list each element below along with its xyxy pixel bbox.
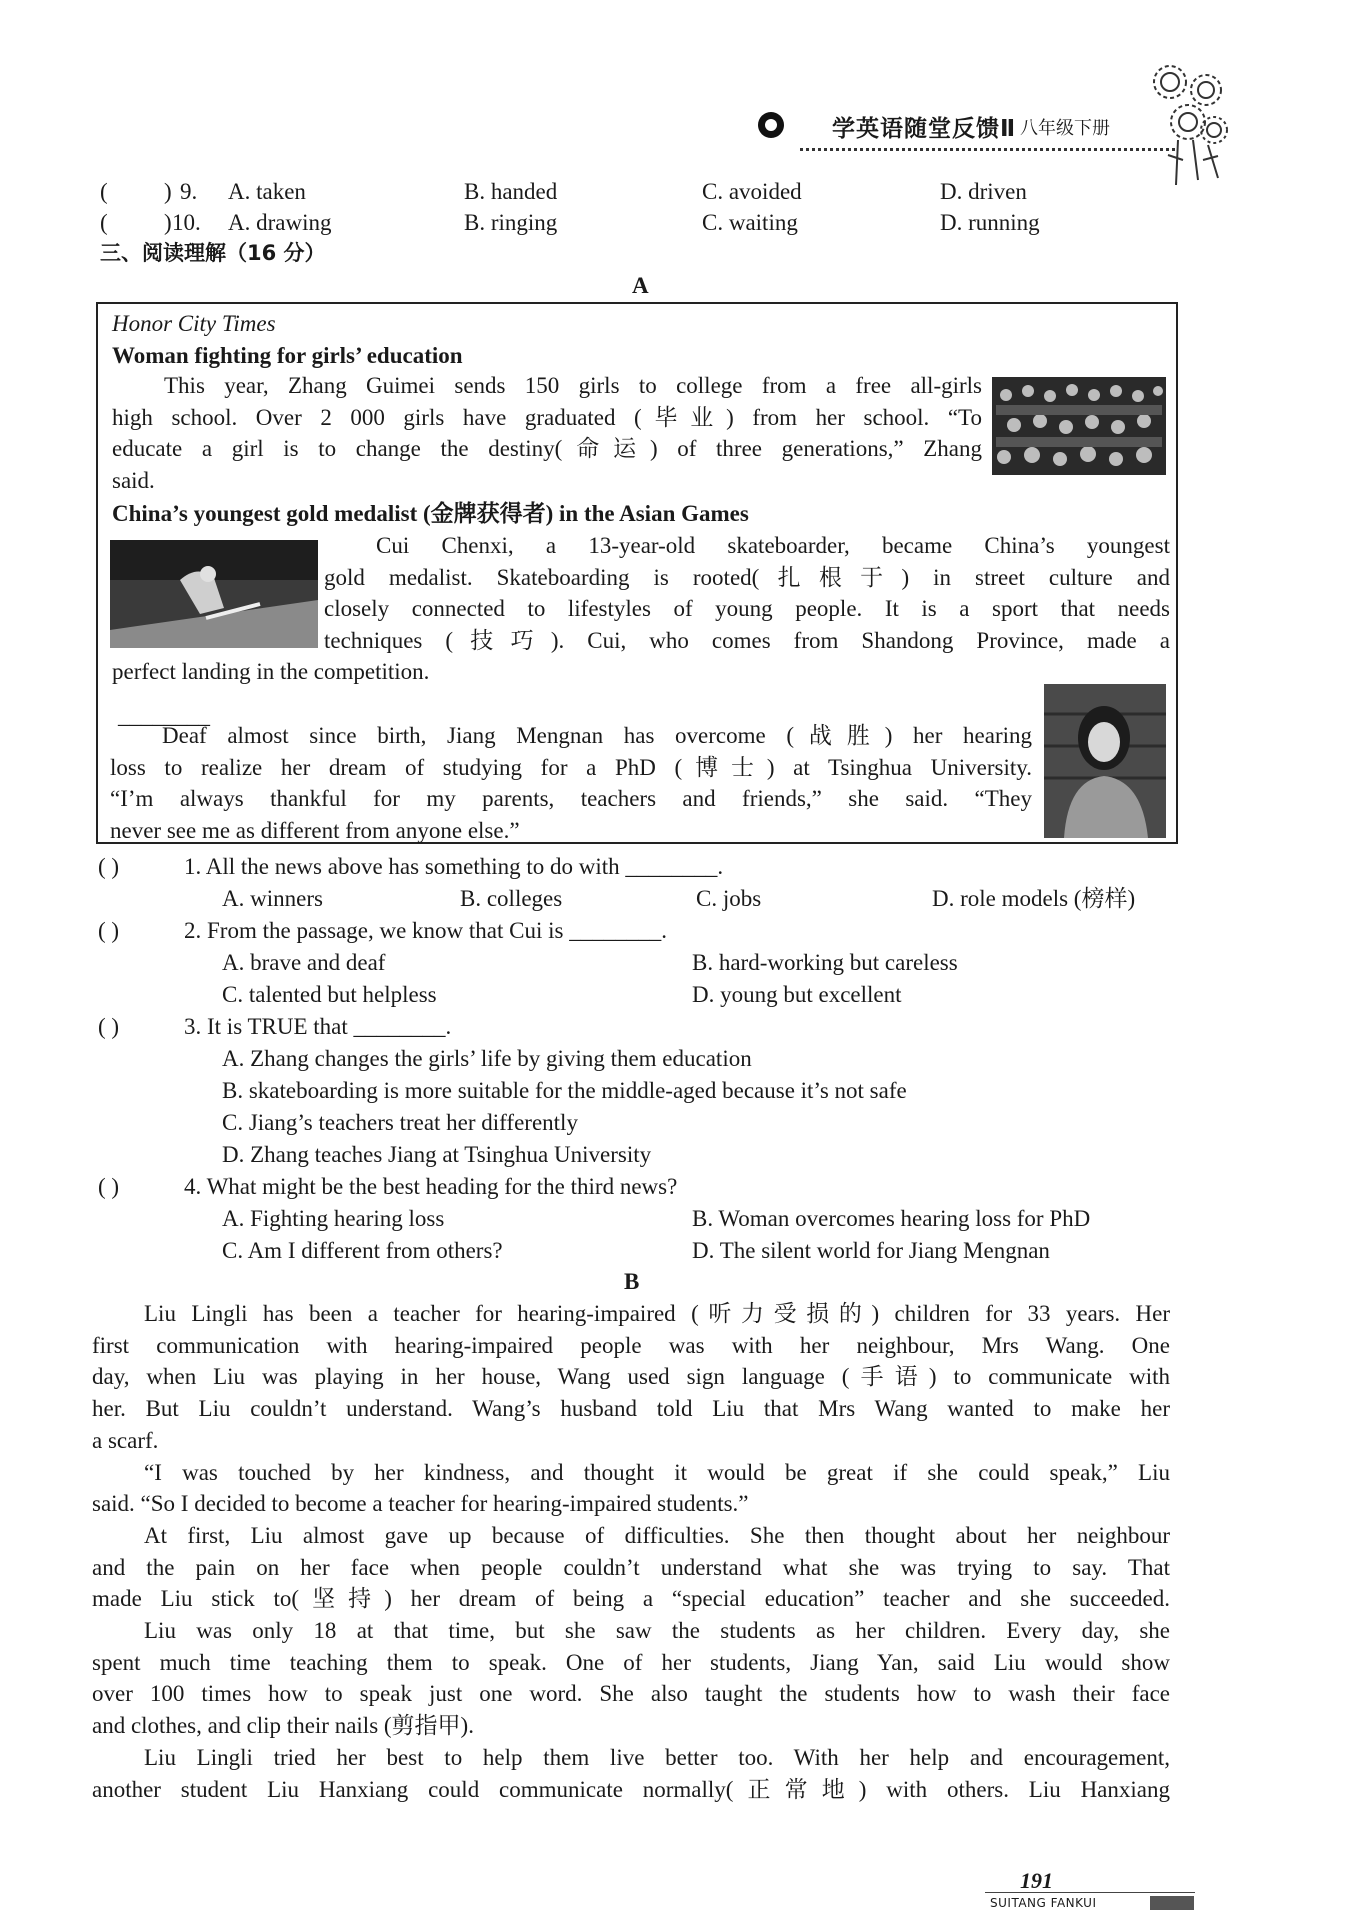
passage-line: said. “So I decided to become a teacher for hearing-impaired students.”	[92, 1491, 749, 1517]
option-c: C. Am I different from others?	[222, 1238, 503, 1263]
portrait-photo	[1044, 684, 1166, 838]
option-c: C. avoided	[702, 179, 802, 204]
news3-body	[110, 720, 1032, 846]
question-stem: 2. From the passage, we know that Cui is ________.	[184, 918, 667, 943]
passage-b	[92, 1298, 1170, 1805]
question-number: 9.	[180, 179, 198, 204]
passage-line: and the pain on her face when people couldn’t understand what she was trying to say. That	[92, 1554, 1170, 1580]
news2-body-wrapped	[324, 530, 1170, 656]
footer-brand-tag-icon	[1150, 1896, 1194, 1910]
news3-line: “I’m always thankful for my parents, teachers and friends,” she said. “They	[110, 786, 1032, 811]
option-a: A. brave and deaf	[222, 950, 386, 975]
option-a: A. taken	[228, 179, 306, 204]
page-number: 191	[1020, 1868, 1053, 1893]
passage-line: another student Liu Hanxiang could communicate normally(正常地) with others. Liu Hanxiang	[92, 1776, 1170, 1802]
graduates-group-photo	[992, 377, 1166, 475]
news2-line: perfect landing in the competition.	[112, 659, 430, 684]
header-dotted-rule	[800, 148, 1175, 151]
header-title: 学英语随堂反馈Ⅱ	[832, 116, 1017, 142]
passage-line: over 100 times how to speak just one word. She also taught the students how to wash their face	[92, 1681, 1170, 1707]
passage-line: first communication with hearing-impaired people was with her neighbour, Mrs Wang. One	[92, 1332, 1170, 1358]
passage-line: “I was touched by her kindness, and thought it would be great if she could speak,” Liu	[144, 1459, 1170, 1485]
header-grade: 八年级下册	[1020, 118, 1110, 139]
newspaper-name: Honor City Times	[112, 311, 276, 336]
option-b: B. ringing	[464, 210, 558, 235]
option-d: D. driven	[940, 179, 1027, 204]
option-c: C. waiting	[702, 210, 798, 235]
option-c: C. talented but helpless	[222, 982, 437, 1007]
option-d: D. Zhang teaches Jiang at Tsinghua University	[222, 1142, 652, 1167]
header-bullet-icon	[758, 112, 784, 138]
skateboarder-photo	[110, 540, 318, 648]
section-title: 三、阅读理解（16 分）	[100, 241, 326, 265]
news1-line: This year, Zhang Guimei sends 150 girls to college from a free all-girls	[164, 373, 982, 398]
option-d: D. running	[940, 210, 1040, 235]
news1-line: high school. Over 2 000 girls have graduated (毕业) from her school. “To	[112, 404, 982, 430]
passage-line: spent much time teaching them to speak. One of her students, Jiang Yan, said Liu would show	[92, 1649, 1170, 1675]
passage-line: Liu Lingli has been a teacher for hearing-impaired (听力受损的) children for 33 years. Her	[144, 1301, 1170, 1326]
answer-paren-open: (	[100, 179, 108, 204]
news3-line: Deaf almost since birth, Jiang Mengnan has overcome (战胜) her hearing	[162, 723, 1032, 748]
answer-paren[interactable]: ( )	[98, 1014, 120, 1039]
option-a: A. Fighting hearing loss	[222, 1206, 445, 1231]
news2-line: techniques (技巧). Cui, who comes from Shandong Province, made a	[324, 627, 1170, 653]
passage-line: At first, Liu almost gave up because of difficulties. She then thought about her neighbour	[144, 1522, 1170, 1548]
news2-line: Cui Chenxi, a 13-year-old skateboarder, became China’s youngest	[376, 533, 1170, 558]
news3-line: never see me as different from anyone else.”	[110, 817, 520, 843]
passage-line: day, when Liu was playing in her house, Wang used sign language (手语) to communicate with	[92, 1364, 1170, 1390]
passage-line: a scarf.	[92, 1427, 159, 1453]
answer-paren[interactable]: ( )	[98, 1174, 120, 1199]
news3-line: loss to realize her dream of studying for a PhD (博士) at Tsinghua University.	[110, 754, 1032, 780]
answer-paren-close: )	[164, 179, 172, 204]
news1-line: said.	[112, 467, 155, 493]
question-stem: 1. All the news above has something to do with ________.	[184, 854, 724, 879]
news1-body	[112, 370, 982, 496]
passage-line: made Liu stick to(坚持) her dream of being a “special education” teacher and she succeeded.	[92, 1586, 1170, 1612]
news2-line: gold medalist. Skateboarding is rooted(扎根于) in street culture and	[324, 564, 1170, 590]
option-b: B. handed	[464, 179, 558, 204]
question-number: 10.	[172, 210, 201, 235]
news1-headline: Woman fighting for girls’ education	[112, 343, 463, 368]
passage-line: her. But Liu couldn’t understand. Wang’s husband told Liu that Mrs Wang wanted to make her	[92, 1396, 1170, 1422]
passage-line: and clothes, and clip their nails (剪指甲).	[92, 1713, 474, 1739]
question-stem: 3. It is TRUE that ________.	[184, 1014, 452, 1039]
option-a: A. drawing	[228, 210, 332, 235]
news2-line: closely connected to lifestyles of young people. It is a sport that needs	[324, 596, 1170, 621]
option-a: A. winners	[222, 886, 323, 911]
option-a: A. Zhang changes the girls’ life by giving them education	[222, 1046, 752, 1071]
flower-decoration-icon	[1148, 60, 1234, 190]
option-d: D. role models (榜样)	[932, 886, 1136, 911]
option-b: B. hard-working but careless	[692, 950, 958, 975]
news1-line: educate a girl is to change the destiny(命运) of three generations,” Zhang	[112, 436, 982, 461]
option-d: D. young but excellent	[692, 982, 902, 1007]
option-c: C. Jiang’s teachers treat her differently	[222, 1110, 578, 1135]
news2-headline: China’s youngest gold medalist (金牌获得者) in the Asian Games	[112, 501, 749, 526]
footer-rule	[985, 1892, 1195, 1893]
option-b: B. Woman overcomes hearing loss for PhD	[692, 1206, 1091, 1231]
question-stem: 4. What might be the best heading for the third news?	[184, 1174, 678, 1199]
passage-line: Liu Lingli tried her best to help them live better too. With her help and encouragement,	[144, 1744, 1170, 1770]
answer-paren-open: (	[100, 210, 108, 235]
passage-line: Liu was only 18 at that time, but she saw the students as her children. Every day, she	[144, 1618, 1170, 1644]
option-d: D. The silent world for Jiang Mengnan	[692, 1238, 1050, 1263]
answer-paren[interactable]: ( )	[98, 918, 120, 943]
answer-paren[interactable]: ( )	[98, 854, 120, 879]
news3-headline-blank: ________	[118, 703, 210, 728]
part-b-label: B	[624, 1269, 640, 1294]
footer-brand: SUITANG FANKUI	[990, 1896, 1097, 1910]
option-b: B. skateboarding is more suitable for the middle-aged because it’s not safe	[222, 1078, 907, 1103]
option-b: B. colleges	[460, 886, 563, 911]
answer-paren-close: )	[164, 210, 172, 235]
option-c: C. jobs	[696, 886, 762, 911]
part-a-label: A	[632, 273, 649, 298]
